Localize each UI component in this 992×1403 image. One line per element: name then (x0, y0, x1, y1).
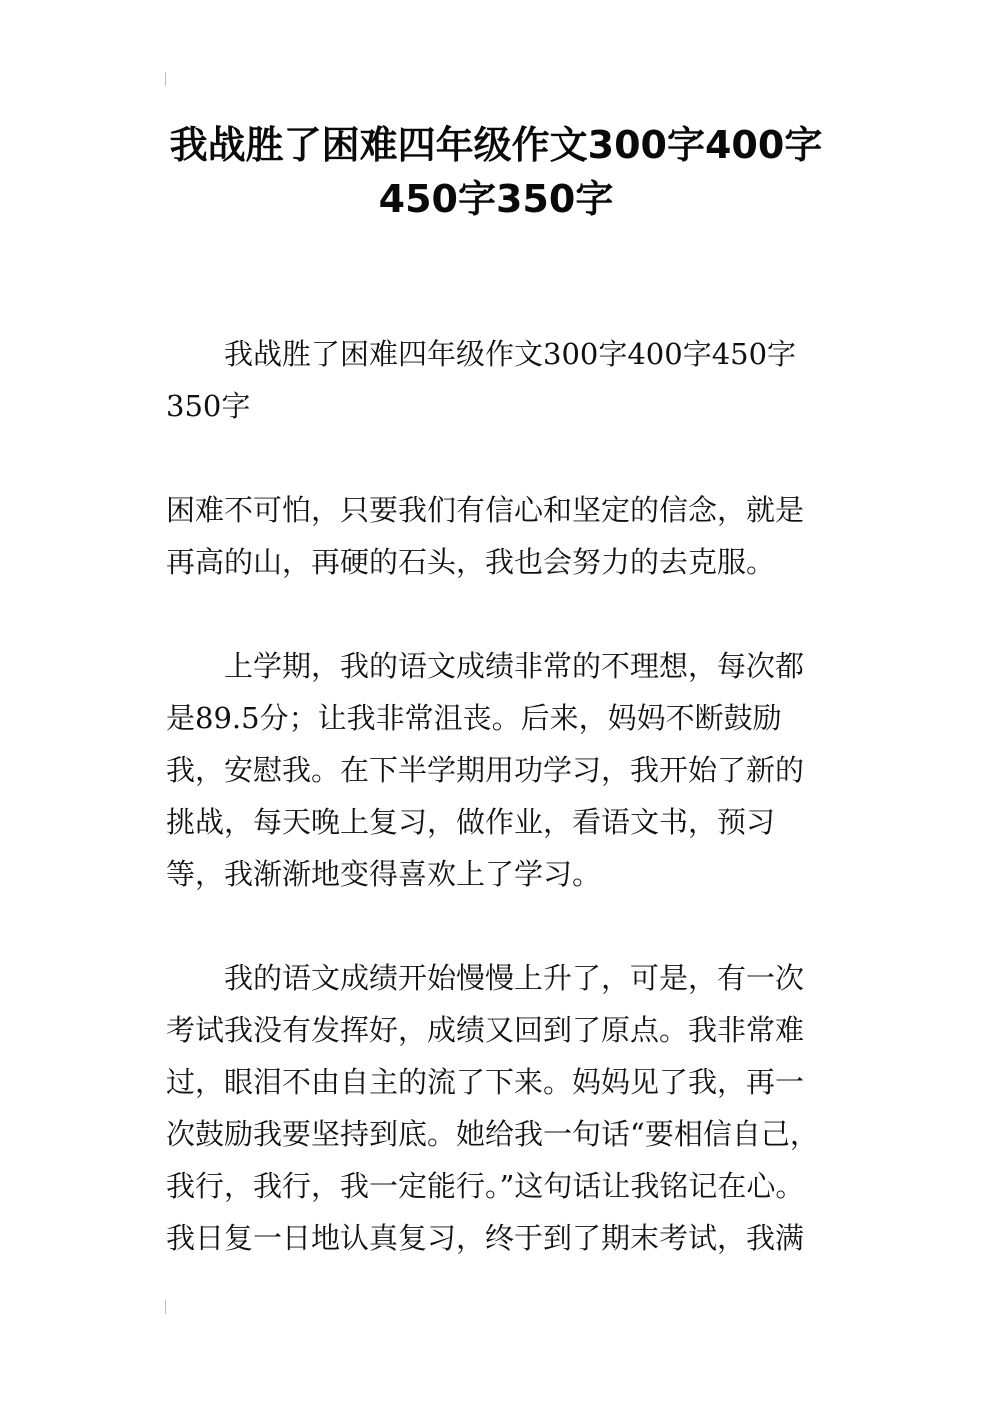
paragraph: 我的语文成绩开始慢慢上升了，可是，有一次考试我没有发挥好，成绩又回到了原点。我非常难过，眼泪不由自主的流了下来。妈妈见了我，再一次鼓励我要坚持到底。她给我一句话“要相信自己，我行，我行，我一定能行。”这句话让我铭记在心。我日复一日地认真复习，终于到了期末考试，我满 (166, 961, 819, 1255)
paragraph-subtitle: 我战胜了困难四年级作文300字400字450字350字 (166, 337, 797, 423)
document-title: 我战胜了困难四年级作文300字400字450字350字 (169, 123, 823, 221)
paragraph-gap (166, 900, 832, 952)
paragraph-gap (166, 588, 832, 640)
page-corner-mark-top (165, 72, 166, 86)
paragraph: 困难不可怕，只要我们有信心和坚定的信念，就是再高的山，再硬的石头，我也会努力的去克服。 (166, 493, 805, 579)
document-body (166, 328, 832, 1264)
page-corner-mark-bottom (165, 1300, 166, 1314)
paragraph: 上学期，我的语文成绩非常的不理想，每次都是89.5分；让我非常沮丧。后来，妈妈不断鼓励我，安慰我。在下半学期用功学习，我开始了新的挑战，每天晚上复习，做作业，看语文书，预习等，我渐渐地变得喜欢上了学习。 (166, 649, 805, 891)
paragraph-gap (166, 432, 832, 484)
